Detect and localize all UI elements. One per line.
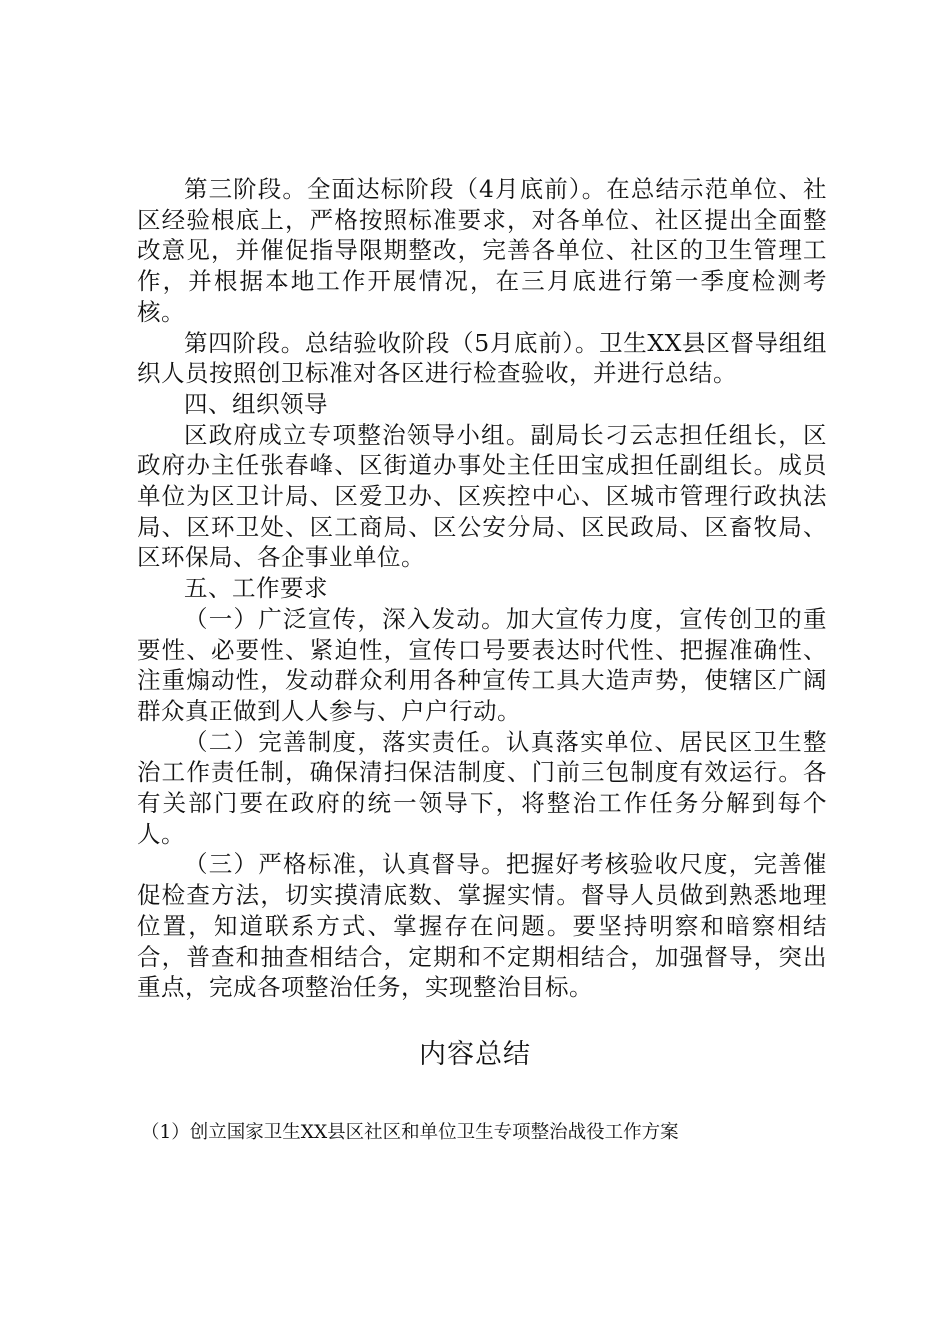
paragraph-requirement-two: （二）完善制度，落实责任。认真落实单位、居民区卫生整治工作责任制，确保清扫保洁制度、门前三包制度有效运行。各有关部门要在政府的统一领导下，将整治工作任务分解到每个人。 xyxy=(137,727,827,848)
section-heading-organization: 四、组织领导 xyxy=(184,389,328,418)
section-heading-requirements: 五、工作要求 xyxy=(184,574,328,603)
paragraph-stage-four: 第四阶段。总结验收阶段（5月底前）。卫生XX县区督导组组织人员按照创卫标准对各区进行检查验收，并进行总结。 xyxy=(137,328,827,388)
document-body xyxy=(137,174,827,1003)
summary-title: 内容总结 xyxy=(419,1039,531,1070)
paragraph-requirement-one: （一）广泛宣传，深入发动。加大宣传力度，宣传创卫的重要性、必要性、紧迫性，宣传口号要表达时代性、把握准确性、注重煽动性，发动群众利用各种宣传工具大造声势，使辖区广阔群众真正做到人人参与、户户行动。 xyxy=(137,604,827,725)
paragraph-requirement-three: （三）严格标准，认真督导。把握好考核验收尺度，完善催促检查方法，切实摸清底数、掌握实情。督导人员做到熟悉地理位置，知道联系方式、掌握存在问题。要坚持明察和暗察相结合，普查和抽查相结合，定期和不定期相结合，加强督导，突出重点，完成各项整治任务，实现整治目标。 xyxy=(137,850,827,1002)
paragraph-leadership-group: 区政府成立专项整治领导小组。副局长刁云志担任组长，区政府办主任张春峰、区街道办事处主任田宝成担任副组长。成员单位为区卫计局、区爱卫办、区疾控中心、区城市管理行政执法局、区环卫处、区工商局、区公安分局、区民政局、区畜牧局、区环保局、各企事业单位。 xyxy=(137,420,827,572)
summary-item: （1）创立国家卫生XX县区社区和单位卫生专项整治战役工作方案 xyxy=(141,1122,679,1143)
paragraph-stage-three: 第三阶段。全面达标阶段（4月底前）。在总结示范单位、社区经验根底上，严格按照标准要求，对各单位、社区提出全面整改意见，并催促指导限期整改，完善各单位、社区的卫生管理工作，并根据本地工作开展情况，在三月底进行第一季度检测考核。 xyxy=(137,175,827,326)
